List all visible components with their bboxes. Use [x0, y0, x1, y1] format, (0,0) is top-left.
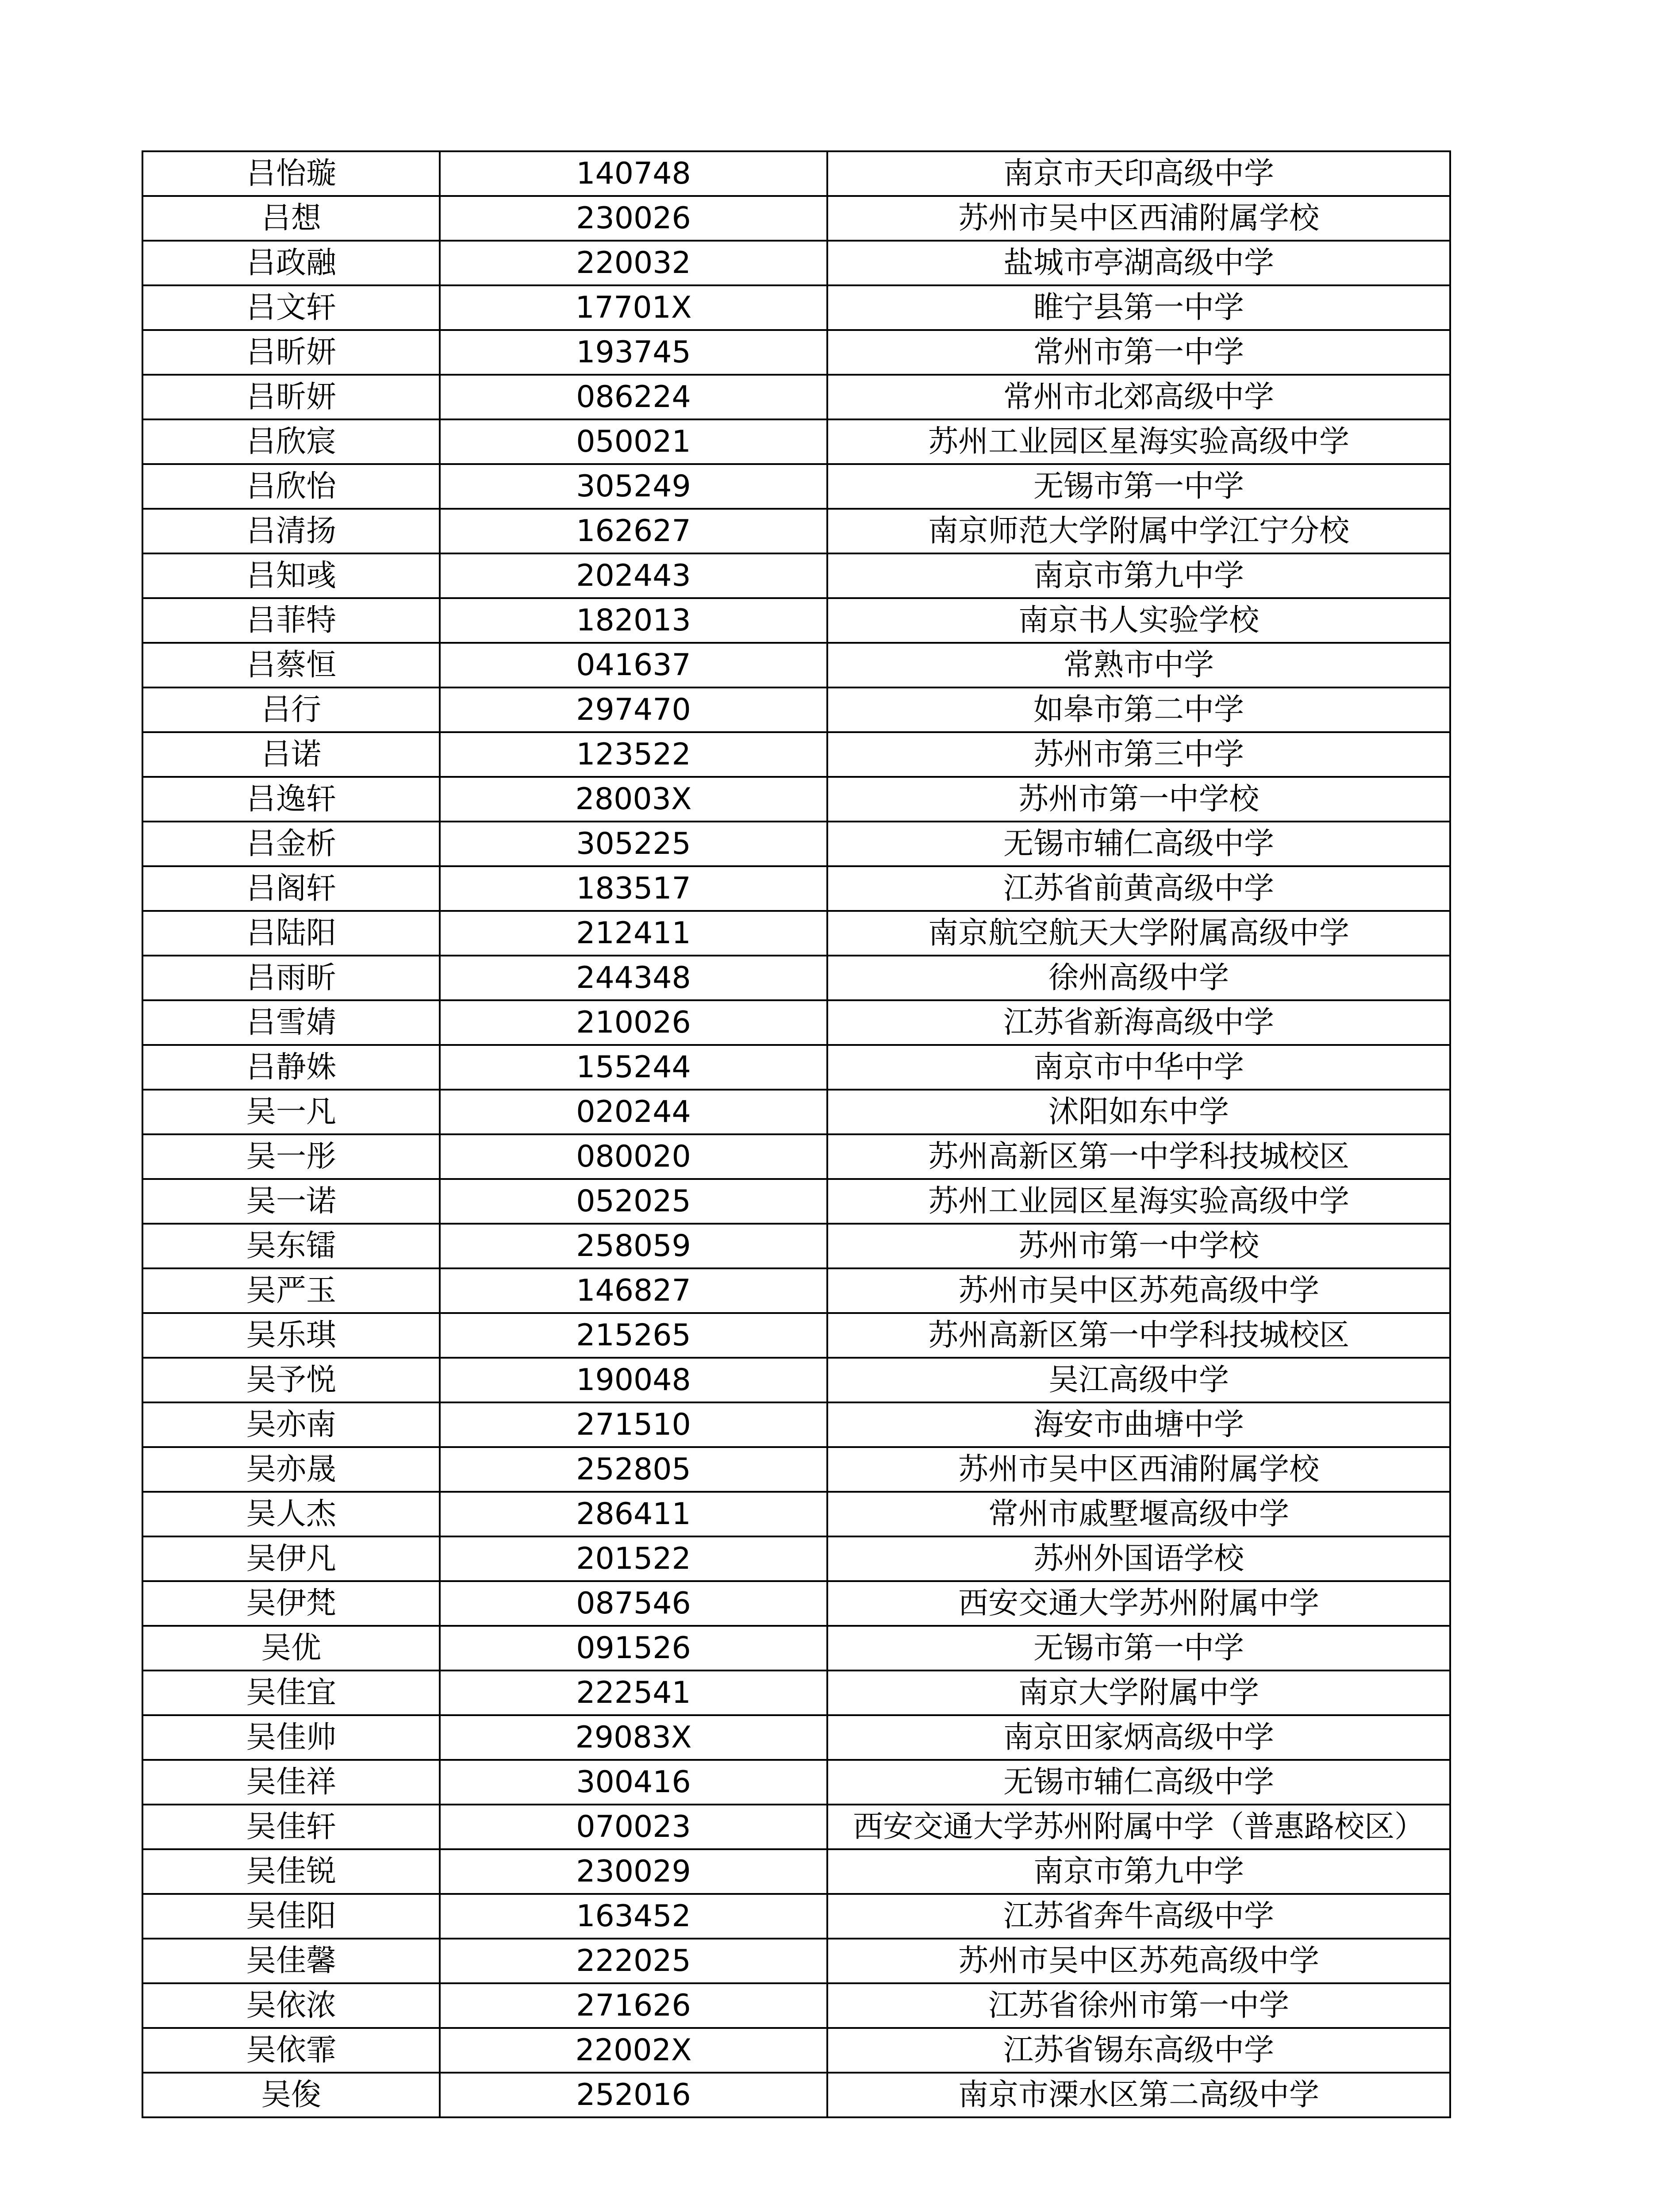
table-row: [142, 1179, 1450, 1224]
table-row: [142, 1447, 1450, 1492]
school-cell: 苏州工业园区星海实验高级中学: [827, 1179, 1450, 1224]
table-row: [142, 1671, 1450, 1715]
id-cell: 252805: [440, 1447, 827, 1492]
table-row: [142, 732, 1450, 777]
school-cell: 江苏省奔牛高级中学: [827, 1894, 1450, 1939]
table-row: [142, 1939, 1450, 1983]
table-row: [142, 1536, 1450, 1581]
table-row: [142, 1805, 1450, 1849]
school-cell: 苏州市吴中区西浦附属学校: [827, 1447, 1450, 1492]
name-cell: 吕欣怡: [142, 464, 440, 509]
school-cell: 苏州市第一中学校: [827, 1224, 1450, 1268]
table-row: [142, 1492, 1450, 1536]
table-row: [142, 1268, 1450, 1313]
table-row: [142, 822, 1450, 866]
school-cell: 南京航空航天大学附属高级中学: [827, 911, 1450, 956]
id-cell: 286411: [440, 1492, 827, 1536]
name-cell: 吕菲特: [142, 598, 440, 643]
table-row: [142, 1894, 1450, 1939]
name-cell: 吕清扬: [142, 509, 440, 553]
id-cell: 080020: [440, 1134, 827, 1179]
table-row: [142, 1045, 1450, 1090]
table-row: [142, 330, 1450, 375]
school-cell: 吴江高级中学: [827, 1358, 1450, 1402]
name-cell: 吴优: [142, 1626, 440, 1671]
school-cell: 苏州工业园区星海实验高级中学: [827, 419, 1450, 464]
table-row: [142, 1626, 1450, 1671]
table-row: [142, 911, 1450, 956]
table-row: [142, 553, 1450, 598]
name-cell: 吴佳轩: [142, 1805, 440, 1849]
school-cell: 西安交通大学苏州附属中学（普惠路校区）: [827, 1805, 1450, 1849]
school-cell: 徐州高级中学: [827, 956, 1450, 1000]
school-cell: 苏州高新区第一中学科技城校区: [827, 1313, 1450, 1358]
id-cell: 182013: [440, 598, 827, 643]
id-cell: 271510: [440, 1402, 827, 1447]
name-cell: 吴予悦: [142, 1358, 440, 1402]
id-cell: 193745: [440, 330, 827, 375]
school-cell: 南京书人实验学校: [827, 598, 1450, 643]
name-cell: 吕行: [142, 687, 440, 732]
roster-table: [142, 150, 1451, 2118]
table-row: [142, 1134, 1450, 1179]
id-cell: 202443: [440, 553, 827, 598]
id-cell: 258059: [440, 1224, 827, 1268]
table-row: [142, 956, 1450, 1000]
school-cell: 苏州市吴中区苏苑高级中学: [827, 1268, 1450, 1313]
id-cell: 086224: [440, 375, 827, 419]
school-cell: 南京市第九中学: [827, 1849, 1450, 1894]
name-cell: 吕昕妍: [142, 330, 440, 375]
name-cell: 吕政融: [142, 241, 440, 285]
name-cell: 吕雪婧: [142, 1000, 440, 1045]
table-row: [142, 509, 1450, 553]
id-cell: 163452: [440, 1894, 827, 1939]
school-cell: 江苏省锡东高级中学: [827, 2028, 1450, 2073]
name-cell: 吴佳宜: [142, 1671, 440, 1715]
school-cell: 海安市曲塘中学: [827, 1402, 1450, 1447]
name-cell: 吴依霏: [142, 2028, 440, 2073]
school-cell: 苏州市吴中区苏苑高级中学: [827, 1939, 1450, 1983]
id-cell: 29083X: [440, 1715, 827, 1760]
table-row: [142, 1581, 1450, 1626]
name-cell: 吴俊: [142, 2073, 440, 2117]
school-cell: 江苏省徐州市第一中学: [827, 1983, 1450, 2028]
id-cell: 210026: [440, 1000, 827, 1045]
school-cell: 南京市天印高级中学: [827, 151, 1450, 196]
name-cell: 吴一诺: [142, 1179, 440, 1224]
name-cell: 吕知彧: [142, 553, 440, 598]
school-cell: 江苏省新海高级中学: [827, 1000, 1450, 1045]
name-cell: 吕静姝: [142, 1045, 440, 1090]
table-row: [142, 643, 1450, 687]
name-cell: 吕雨昕: [142, 956, 440, 1000]
name-cell: 吴东镭: [142, 1224, 440, 1268]
id-cell: 28003X: [440, 777, 827, 822]
name-cell: 吴人杰: [142, 1492, 440, 1536]
table-row: [142, 1983, 1450, 2028]
name-cell: 吕欣宸: [142, 419, 440, 464]
id-cell: 252016: [440, 2073, 827, 2117]
id-cell: 230029: [440, 1849, 827, 1894]
name-cell: 吕文轩: [142, 285, 440, 330]
name-cell: 吴一凡: [142, 1090, 440, 1134]
school-cell: 常州市北郊高级中学: [827, 375, 1450, 419]
school-cell: 苏州市吴中区西浦附属学校: [827, 196, 1450, 241]
school-cell: 南京田家炳高级中学: [827, 1715, 1450, 1760]
id-cell: 22002X: [440, 2028, 827, 2073]
name-cell: 吴佳锐: [142, 1849, 440, 1894]
name-cell: 吕陆阳: [142, 911, 440, 956]
name-cell: 吕阁轩: [142, 866, 440, 911]
id-cell: 212411: [440, 911, 827, 956]
name-cell: 吴伊梵: [142, 1581, 440, 1626]
id-cell: 146827: [440, 1268, 827, 1313]
school-cell: 如皋市第二中学: [827, 687, 1450, 732]
id-cell: 244348: [440, 956, 827, 1000]
id-cell: 300416: [440, 1760, 827, 1805]
table-row: [142, 285, 1450, 330]
school-cell: 西安交通大学苏州附属中学: [827, 1581, 1450, 1626]
school-cell: 常熟市中学: [827, 643, 1450, 687]
school-cell: 睢宁县第一中学: [827, 285, 1450, 330]
id-cell: 201522: [440, 1536, 827, 1581]
table-row: [142, 1090, 1450, 1134]
table-row: [142, 1849, 1450, 1894]
table-row: [142, 151, 1450, 196]
id-cell: 230026: [440, 196, 827, 241]
id-cell: 222541: [440, 1671, 827, 1715]
name-cell: 吴伊凡: [142, 1536, 440, 1581]
school-cell: 南京大学附属中学: [827, 1671, 1450, 1715]
id-cell: 305249: [440, 464, 827, 509]
school-cell: 无锡市第一中学: [827, 1626, 1450, 1671]
id-cell: 087546: [440, 1581, 827, 1626]
name-cell: 吕逸轩: [142, 777, 440, 822]
school-cell: 沭阳如东中学: [827, 1090, 1450, 1134]
school-cell: 常州市戚墅堰高级中学: [827, 1492, 1450, 1536]
id-cell: 041637: [440, 643, 827, 687]
table-row: [142, 1402, 1450, 1447]
table-row: [142, 464, 1450, 509]
id-cell: 222025: [440, 1939, 827, 1983]
table-row: [142, 1358, 1450, 1402]
id-cell: 220032: [440, 241, 827, 285]
id-cell: 140748: [440, 151, 827, 196]
table-row: [142, 241, 1450, 285]
name-cell: 吴佳阳: [142, 1894, 440, 1939]
table-row: [142, 2073, 1450, 2117]
table-row: [142, 1715, 1450, 1760]
id-cell: 305225: [440, 822, 827, 866]
id-cell: 123522: [440, 732, 827, 777]
name-cell: 吕昕妍: [142, 375, 440, 419]
name-cell: 吴严玉: [142, 1268, 440, 1313]
name-cell: 吴亦南: [142, 1402, 440, 1447]
school-cell: 苏州市第三中学: [827, 732, 1450, 777]
school-cell: 盐城市亭湖高级中学: [827, 241, 1450, 285]
name-cell: 吕金析: [142, 822, 440, 866]
school-cell: 南京市中华中学: [827, 1045, 1450, 1090]
school-cell: 常州市第一中学: [827, 330, 1450, 375]
roster-body: [142, 151, 1450, 2117]
school-cell: 南京市溧水区第二高级中学: [827, 2073, 1450, 2117]
table-row: [142, 1000, 1450, 1045]
name-cell: 吴佳馨: [142, 1939, 440, 1983]
table-row: [142, 866, 1450, 911]
id-cell: 162627: [440, 509, 827, 553]
id-cell: 070023: [440, 1805, 827, 1849]
school-cell: 苏州高新区第一中学科技城校区: [827, 1134, 1450, 1179]
id-cell: 052025: [440, 1179, 827, 1224]
table-row: [142, 1313, 1450, 1358]
id-cell: 17701X: [440, 285, 827, 330]
name-cell: 吴佳祥: [142, 1760, 440, 1805]
id-cell: 020244: [440, 1090, 827, 1134]
school-cell: 无锡市辅仁高级中学: [827, 1760, 1450, 1805]
school-cell: 江苏省前黄高级中学: [827, 866, 1450, 911]
id-cell: 155244: [440, 1045, 827, 1090]
table-row: [142, 598, 1450, 643]
school-cell: 南京市第九中学: [827, 553, 1450, 598]
table-row: [142, 1224, 1450, 1268]
table-row: [142, 687, 1450, 732]
school-cell: 无锡市辅仁高级中学: [827, 822, 1450, 866]
table-row: [142, 1760, 1450, 1805]
id-cell: 183517: [440, 866, 827, 911]
id-cell: 091526: [440, 1626, 827, 1671]
name-cell: 吕想: [142, 196, 440, 241]
name-cell: 吕怡璇: [142, 151, 440, 196]
id-cell: 190048: [440, 1358, 827, 1402]
name-cell: 吴依浓: [142, 1983, 440, 2028]
name-cell: 吴亦晟: [142, 1447, 440, 1492]
table-row: [142, 777, 1450, 822]
table-row: [142, 375, 1450, 419]
table-row: [142, 419, 1450, 464]
table-row: [142, 196, 1450, 241]
id-cell: 271626: [440, 1983, 827, 2028]
table-row: [142, 2028, 1450, 2073]
school-cell: 苏州市第一中学校: [827, 777, 1450, 822]
name-cell: 吴佳帅: [142, 1715, 440, 1760]
school-cell: 南京师范大学附属中学江宁分校: [827, 509, 1450, 553]
school-cell: 苏州外国语学校: [827, 1536, 1450, 1581]
id-cell: 297470: [440, 687, 827, 732]
id-cell: 050021: [440, 419, 827, 464]
name-cell: 吕蔡恒: [142, 643, 440, 687]
name-cell: 吴一彤: [142, 1134, 440, 1179]
name-cell: 吕诺: [142, 732, 440, 777]
name-cell: 吴乐琪: [142, 1313, 440, 1358]
id-cell: 215265: [440, 1313, 827, 1358]
school-cell: 无锡市第一中学: [827, 464, 1450, 509]
